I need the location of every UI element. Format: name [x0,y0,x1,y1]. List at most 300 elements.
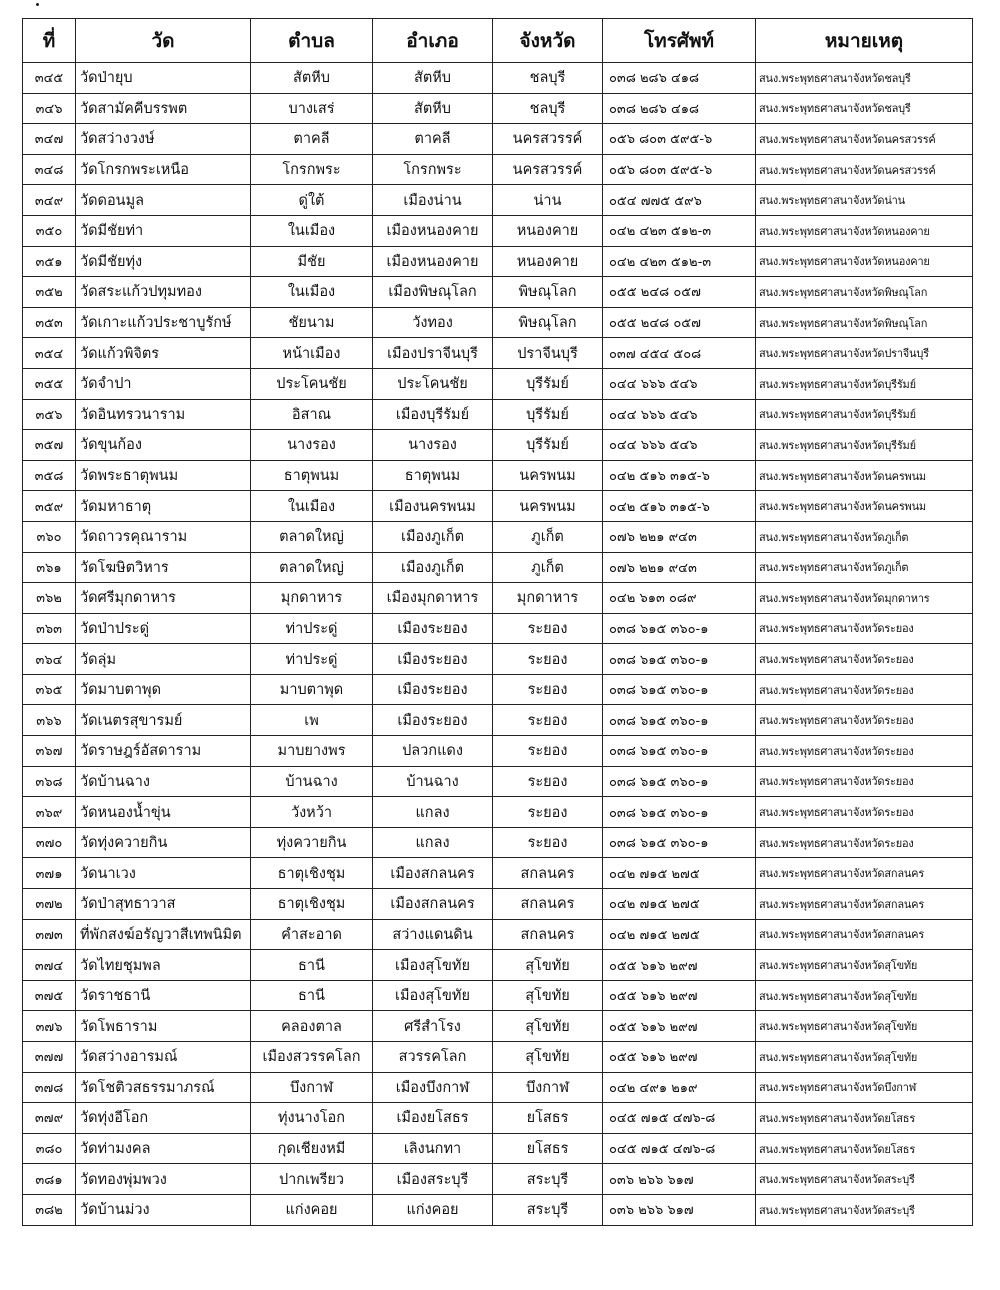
province: สระบุรี [493,1194,603,1225]
header-phone: โทรศัพท์ [603,19,756,63]
province: สกลนคร [493,919,603,950]
temple-name: วัดดอนมูล [76,185,251,216]
scan-speck [36,3,39,6]
subdistrict: คลองตาล [251,1011,373,1042]
subdistrict: ท่าประดู่ [251,613,373,644]
district: ประโคนชัย [373,368,493,399]
temple-name: วัดศรีมุกดาหาร [76,583,251,614]
district: ธาตุพนม [373,460,493,491]
table-row [23,1164,973,1195]
district: เมืองสุโขทัย [373,980,493,1011]
remark: สนง.พระพุทธศาสนาจังหวัดนครสวรรค์ [756,124,973,155]
subdistrict: ประโคนชัย [251,368,373,399]
subdistrict: ทุ่งนางโอก [251,1103,373,1134]
table-row [23,185,973,216]
province: สุโขทัย [493,1011,603,1042]
phone: ๐๔๒ ๔๙๑ ๒๑๙ [603,1072,756,1103]
district: เมืองนครพนม [373,491,493,522]
row-number: ๓๖๑ [23,552,76,583]
header-remark: หมายเหตุ [756,19,973,63]
temple-name: วัดแก้วพิจิตร [76,338,251,369]
temple-name: วัดราษฎร์อัสดาราม [76,736,251,767]
province: บุรีรัมย์ [493,430,603,461]
district: เมืองบึงกาฬ [373,1072,493,1103]
subdistrict: ในเมือง [251,215,373,246]
province: ปราจีนบุรี [493,338,603,369]
row-number: ๓๖๗ [23,736,76,767]
temple-name: วัดลุ่ม [76,644,251,675]
table-row [23,736,973,767]
row-number: ๓๕๙ [23,491,76,522]
subdistrict: ในเมือง [251,491,373,522]
district: สว่างแดนดิน [373,919,493,950]
remark: สนง.พระพุทธศาสนาจังหวัดนครพนม [756,491,973,522]
row-number: ๓๗๕ [23,980,76,1011]
table-row [23,827,973,858]
subdistrict: ธานี [251,950,373,981]
subdistrict: ตลาดใหญ่ [251,521,373,552]
temple-name: วัดนาเวง [76,858,251,889]
subdistrict: เมืองสวรรคโลก [251,1042,373,1073]
province: สระบุรี [493,1164,603,1195]
remark: สนง.พระพุทธศาสนาจังหวัดนครพนม [756,460,973,491]
subdistrict: บางเสร่ [251,93,373,124]
remark: สนง.พระพุทธศาสนาจังหวัดระยอง [756,766,973,797]
province: ระยอง [493,797,603,828]
temple-name: วัดสระแก้วปทุมทอง [76,277,251,308]
table-body [23,63,973,1226]
phone: ๐๓๘ ๖๑๕ ๓๖๐-๑ [603,736,756,767]
temple-table [22,18,973,1226]
remark: สนง.พระพุทธศาสนาจังหวัดชลบุรี [756,63,973,94]
province: หนองคาย [493,246,603,277]
district: ศรีสำโรง [373,1011,493,1042]
remark: สนง.พระพุทธศาสนาจังหวัดหนองคาย [756,215,973,246]
remark: สนง.พระพุทธศาสนาจังหวัดน่าน [756,185,973,216]
temple-name: วัดขุนก้อง [76,430,251,461]
district: ตาคลี [373,124,493,155]
row-number: ๓๗๒ [23,889,76,920]
phone: ๐๕๖ ๘๐๓ ๕๙๕-๖ [603,124,756,155]
subdistrict: ตาคลี [251,124,373,155]
row-number: ๓๖๓ [23,613,76,644]
subdistrict: ปากเพรียว [251,1164,373,1195]
province: นครพนม [493,491,603,522]
remark: สนง.พระพุทธศาสนาจังหวัดระยอง [756,644,973,675]
province: ภูเก็ต [493,521,603,552]
subdistrict: ตลาดใหญ่ [251,552,373,583]
phone: ๐๓๘ ๖๑๕ ๓๖๐-๑ [603,766,756,797]
phone: ๐๔๒ ๖๑๓ ๐๘๙ [603,583,756,614]
remark: สนง.พระพุทธศาสนาจังหวัดหนองคาย [756,246,973,277]
phone: ๐๓๘ ๖๑๕ ๓๖๐-๑ [603,827,756,858]
phone: ๐๔๔ ๖๖๖ ๕๔๖ [603,399,756,430]
subdistrict: ธาตุพนม [251,460,373,491]
temple-name: วัดสว่างอารมณ์ [76,1042,251,1073]
phone: ๐๕๕ ๒๔๘ ๐๕๗ [603,307,756,338]
table-row [23,277,973,308]
table-row [23,858,973,889]
table-row [23,644,973,675]
phone: ๐๓๗ ๔๕๔ ๕๐๘ [603,338,756,369]
province: ภูเก็ต [493,552,603,583]
temple-name: วัดมหาธาตุ [76,491,251,522]
district: เมืองบุรีรัมย์ [373,399,493,430]
district: เมืองระยอง [373,613,493,644]
phone: ๐๔๒ ๗๑๕ ๒๗๕ [603,889,756,920]
subdistrict: มีชัย [251,246,373,277]
remark: สนง.พระพุทธศาสนาจังหวัดระยอง [756,797,973,828]
province: สกลนคร [493,889,603,920]
table-row [23,1133,973,1164]
table-row [23,552,973,583]
province: ระยอง [493,674,603,705]
temple-name: วัดทุ่งอีโอก [76,1103,251,1134]
table-row [23,338,973,369]
province: พิษณุโลก [493,307,603,338]
phone: ๐๓๘ ๖๑๕ ๓๖๐-๑ [603,705,756,736]
row-number: ๓๗๖ [23,1011,76,1042]
table-row [23,246,973,277]
temple-name: วัดท่ามงคล [76,1133,251,1164]
subdistrict: วังหว้า [251,797,373,828]
table-row [23,307,973,338]
district: เมืองสระบุรี [373,1164,493,1195]
district: เมืองหนองคาย [373,246,493,277]
district: นางรอง [373,430,493,461]
province: ระยอง [493,827,603,858]
temple-name: วัดเกาะแก้วประชาบูรักษ์ [76,307,251,338]
phone: ๐๔๒ ๗๑๕ ๒๗๕ [603,858,756,889]
phone: ๐๗๖ ๒๒๑ ๙๔๓ [603,521,756,552]
temple-name: วัดทุ่งควายกิน [76,827,251,858]
table-row [23,674,973,705]
district: เมืองน่าน [373,185,493,216]
subdistrict: ชัยนาม [251,307,373,338]
phone: ๐๕๕ ๖๑๖ ๒๙๗ [603,980,756,1011]
temple-name: วัดทองพุ่มพวง [76,1164,251,1195]
row-number: ๓๕๖ [23,399,76,430]
row-number: ๓๗๓ [23,919,76,950]
province: หนองคาย [493,215,603,246]
table-row [23,491,973,522]
row-number: ๓๕๑ [23,246,76,277]
table-row [23,919,973,950]
remark: สนง.พระพุทธศาสนาจังหวัดสกลนคร [756,889,973,920]
row-number: ๓๗๙ [23,1103,76,1134]
province: สุโขทัย [493,1042,603,1073]
district: โกรกพระ [373,154,493,185]
row-number: ๓๗๑ [23,858,76,889]
subdistrict: คำสะอาด [251,919,373,950]
phone: ๐๔๕ ๗๑๕ ๔๗๖-๘ [603,1103,756,1134]
row-number: ๓๕๐ [23,215,76,246]
temple-name: วัดโกรกพระเหนือ [76,154,251,185]
table-row [23,124,973,155]
province: มุกดาหาร [493,583,603,614]
remark: สนง.พระพุทธศาสนาจังหวัดระยอง [756,827,973,858]
header-no: ที่ [23,19,76,63]
table-row [23,460,973,491]
subdistrict: นางรอง [251,430,373,461]
phone: ๐๔๒ ๔๒๓ ๕๑๒-๓ [603,246,756,277]
phone: ๐๗๖ ๒๒๑ ๙๔๓ [603,552,756,583]
table-row [23,980,973,1011]
province: น่าน [493,185,603,216]
province: ยโสธร [493,1103,603,1134]
district: เมืองพิษณุโลก [373,277,493,308]
subdistrict: มาบตาพุด [251,674,373,705]
remark: สนง.พระพุทธศาสนาจังหวัดพิษณุโลก [756,277,973,308]
remark: สนง.พระพุทธศาสนาจังหวัดระยอง [756,705,973,736]
province: ชลบุรี [493,63,603,94]
subdistrict: มาบยางพร [251,736,373,767]
temple-name: วัดอินทรวนาราม [76,399,251,430]
subdistrict: โกรกพระ [251,154,373,185]
row-number: ๓๕๘ [23,460,76,491]
subdistrict: ในเมือง [251,277,373,308]
province: สกลนคร [493,858,603,889]
temple-name: วัดโชติวสธรรมาภรณ์ [76,1072,251,1103]
remark: สนง.พระพุทธศาสนาจังหวัดระยอง [756,674,973,705]
phone: ๐๕๕ ๖๑๖ ๒๙๗ [603,950,756,981]
remark: สนง.พระพุทธศาสนาจังหวัดชลบุรี [756,93,973,124]
subdistrict: แก่งคอย [251,1194,373,1225]
remark: สนง.พระพุทธศาสนาจังหวัดสกลนคร [756,919,973,950]
row-number: ๓๖๘ [23,766,76,797]
subdistrict: กุดเชียงหมี [251,1133,373,1164]
phone: ๐๔๕ ๗๑๕ ๔๗๖-๘ [603,1133,756,1164]
remark: สนง.พระพุทธศาสนาจังหวัดสระบุรี [756,1164,973,1195]
temple-name: วัดเนตรสุขารมย์ [76,705,251,736]
province: นครสวรรค์ [493,124,603,155]
temple-name: วัดถาวรคุณาราม [76,521,251,552]
table-row [23,63,973,94]
district: วังทอง [373,307,493,338]
district: เมืองภูเก็ต [373,521,493,552]
province: ระยอง [493,644,603,675]
table-row [23,613,973,644]
temple-name: วัดมีชัยทุ่ง [76,246,251,277]
row-number: ๓๖๙ [23,797,76,828]
subdistrict: ทุ่งควายกิน [251,827,373,858]
table-row [23,1194,973,1225]
remark: สนง.พระพุทธศาสนาจังหวัดสกลนคร [756,858,973,889]
subdistrict: สัตหีบ [251,63,373,94]
row-number: ๓๖๔ [23,644,76,675]
district: บ้านฉาง [373,766,493,797]
phone: ๐๓๘ ๒๘๖ ๔๑๘ [603,93,756,124]
district: แกลง [373,827,493,858]
remark: สนง.พระพุทธศาสนาจังหวัดยโสธร [756,1133,973,1164]
temple-name: วัดมาบตาพุด [76,674,251,705]
district: สัตหีบ [373,63,493,94]
remark: สนง.พระพุทธศาสนาจังหวัดสระบุรี [756,1194,973,1225]
header-row [23,19,973,63]
phone: ๐๕๖ ๘๐๓ ๕๙๕-๖ [603,154,756,185]
phone: ๐๓๖ ๒๖๖ ๖๑๗ [603,1194,756,1225]
phone: ๐๓๘ ๖๑๕ ๓๖๐-๑ [603,644,756,675]
district: แก่งคอย [373,1194,493,1225]
row-number: ๓๖๖ [23,705,76,736]
header-temple: วัด [76,19,251,63]
subdistrict: เพ [251,705,373,736]
row-number: ๓๔๙ [23,185,76,216]
row-number: ๓๔๗ [23,124,76,155]
province: ระยอง [493,736,603,767]
row-number: ๓๖๒ [23,583,76,614]
table-row [23,1011,973,1042]
subdistrict: หน้าเมือง [251,338,373,369]
row-number: ๓๕๕ [23,368,76,399]
phone: ๐๓๘ ๒๘๖ ๔๑๘ [603,63,756,94]
table-row [23,521,973,552]
district: เมืองหนองคาย [373,215,493,246]
remark: สนง.พระพุทธศาสนาจังหวัดสุโขทัย [756,980,973,1011]
temple-name: วัดไทยชุมพล [76,950,251,981]
district: ปลวกแดง [373,736,493,767]
district: สัตหีบ [373,93,493,124]
province: ระยอง [493,705,603,736]
district: เมืองระยอง [373,674,493,705]
row-number: ๓๖๕ [23,674,76,705]
remark: สนง.พระพุทธศาสนาจังหวัดบุรีรัมย์ [756,399,973,430]
temple-name: วัดสามัคคีบรรพต [76,93,251,124]
remark: สนง.พระพุทธศาสนาจังหวัดยโสธร [756,1103,973,1134]
district: เมืองสุโขทัย [373,950,493,981]
row-number: ๓๘๑ [23,1164,76,1195]
phone: ๐๔๔ ๖๖๖ ๕๔๖ [603,368,756,399]
temple-name: วัดบ้านฉาง [76,766,251,797]
subdistrict: ธาตุเชิงชุม [251,858,373,889]
district: เมืองยโสธร [373,1103,493,1134]
province: บึงกาฬ [493,1072,603,1103]
phone: ๐๓๘ ๖๑๕ ๓๖๐-๑ [603,674,756,705]
district: เมืองระยอง [373,644,493,675]
temple-name: วัดหนองน้ำขุ่น [76,797,251,828]
row-number: ๓๗๘ [23,1072,76,1103]
phone: ๐๔๒ ๕๑๖ ๓๑๕-๖ [603,491,756,522]
subdistrict: ท่าประดู่ [251,644,373,675]
subdistrict: ธานี [251,980,373,1011]
remark: สนง.พระพุทธศาสนาจังหวัดสุโขทัย [756,950,973,981]
temple-name: วัดบ้านม่วง [76,1194,251,1225]
remark: สนง.พระพุทธศาสนาจังหวัดบุรีรัมย์ [756,368,973,399]
remark: สนง.พระพุทธศาสนาจังหวัดปราจีนบุรี [756,338,973,369]
district: เมืองสกลนคร [373,858,493,889]
phone: ๐๔๔ ๖๖๖ ๕๔๖ [603,430,756,461]
table-row [23,1103,973,1134]
province: บุรีรัมย์ [493,399,603,430]
province: นครพนม [493,460,603,491]
temple-name: วัดพระธาตุพนม [76,460,251,491]
phone: ๐๔๒ ๕๑๖ ๓๑๕-๖ [603,460,756,491]
row-number: ๓๕๔ [23,338,76,369]
province: สุโขทัย [493,980,603,1011]
row-number: ๓๕๒ [23,277,76,308]
district: เมืองภูเก็ต [373,552,493,583]
province: พิษณุโลก [493,277,603,308]
temple-name: วัดสว่างวงษ์ [76,124,251,155]
province: บุรีรัมย์ [493,368,603,399]
subdistrict: มุกดาหาร [251,583,373,614]
table-row [23,950,973,981]
row-number: ๓๗๗ [23,1042,76,1073]
phone: ๐๕๕ ๖๑๖ ๒๙๗ [603,1011,756,1042]
phone: ๐๕๕ ๖๑๖ ๒๙๗ [603,1042,756,1073]
temple-name: วัดราชธานี [76,980,251,1011]
temple-name: วัดป่าสุทธาวาส [76,889,251,920]
row-number: ๓๖๐ [23,521,76,552]
district: เมืองมุกดาหาร [373,583,493,614]
phone: ๐๕๔ ๗๗๕ ๕๙๖ [603,185,756,216]
phone: ๐๓๘ ๖๑๕ ๓๖๐-๑ [603,613,756,644]
table-row [23,705,973,736]
temple-name: วัดป่าประดู่ [76,613,251,644]
temple-name: วัดป่ายุบ [76,63,251,94]
row-number: ๓๔๖ [23,93,76,124]
district: เมืองระยอง [373,705,493,736]
row-number: ๓๗๐ [23,827,76,858]
temple-name: วัดมีชัยท่า [76,215,251,246]
temple-name: วัดจำปา [76,368,251,399]
table-row [23,766,973,797]
row-number: ๓๔๘ [23,154,76,185]
district: เมืองสกลนคร [373,889,493,920]
header-subdistrict: ตำบล [251,19,373,63]
province: ยโสธร [493,1133,603,1164]
table-row [23,430,973,461]
subdistrict: ดู่ใต้ [251,185,373,216]
province: ระยอง [493,766,603,797]
subdistrict: บ้านฉาง [251,766,373,797]
remark: สนง.พระพุทธศาสนาจังหวัดระยอง [756,613,973,644]
remark: สนง.พระพุทธศาสนาจังหวัดภูเก็ต [756,521,973,552]
remark: สนง.พระพุทธศาสนาจังหวัดบึงกาฬ [756,1072,973,1103]
table-row [23,93,973,124]
temple-name: ที่พักสงฆ์อรัญวาสีเทพนิมิต [76,919,251,950]
remark: สนง.พระพุทธศาสนาจังหวัดสุโขทัย [756,1011,973,1042]
remark: สนง.พระพุทธศาสนาจังหวัดระยอง [756,736,973,767]
row-number: ๓๘๒ [23,1194,76,1225]
district: เลิงนกทา [373,1133,493,1164]
province: ระยอง [493,613,603,644]
table-row [23,1072,973,1103]
phone: ๐๔๒ ๔๒๓ ๕๑๒-๓ [603,215,756,246]
remark: สนง.พระพุทธศาสนาจังหวัดมุกดาหาร [756,583,973,614]
province: นครสวรรค์ [493,154,603,185]
table-row [23,399,973,430]
row-number: ๓๔๕ [23,63,76,94]
table-row [23,583,973,614]
temple-name: วัดโฆษิตวิหาร [76,552,251,583]
district: สวรรคโลก [373,1042,493,1073]
row-number: ๓๗๔ [23,950,76,981]
table-row [23,215,973,246]
remark: สนง.พระพุทธศาสนาจังหวัดบุรีรัมย์ [756,430,973,461]
row-number: ๓๕๗ [23,430,76,461]
remark: สนง.พระพุทธศาสนาจังหวัดนครสวรรค์ [756,154,973,185]
province: สุโขทัย [493,950,603,981]
table-row [23,889,973,920]
district: เมืองปราจีนบุรี [373,338,493,369]
phone: ๐๓๘ ๖๑๕ ๓๖๐-๑ [603,797,756,828]
remark: สนง.พระพุทธศาสนาจังหวัดสุโขทัย [756,1042,973,1073]
phone: ๐๕๕ ๒๔๘ ๐๕๗ [603,277,756,308]
header-district: อำเภอ [373,19,493,63]
subdistrict: อิสาณ [251,399,373,430]
header-province: จังหวัด [493,19,603,63]
